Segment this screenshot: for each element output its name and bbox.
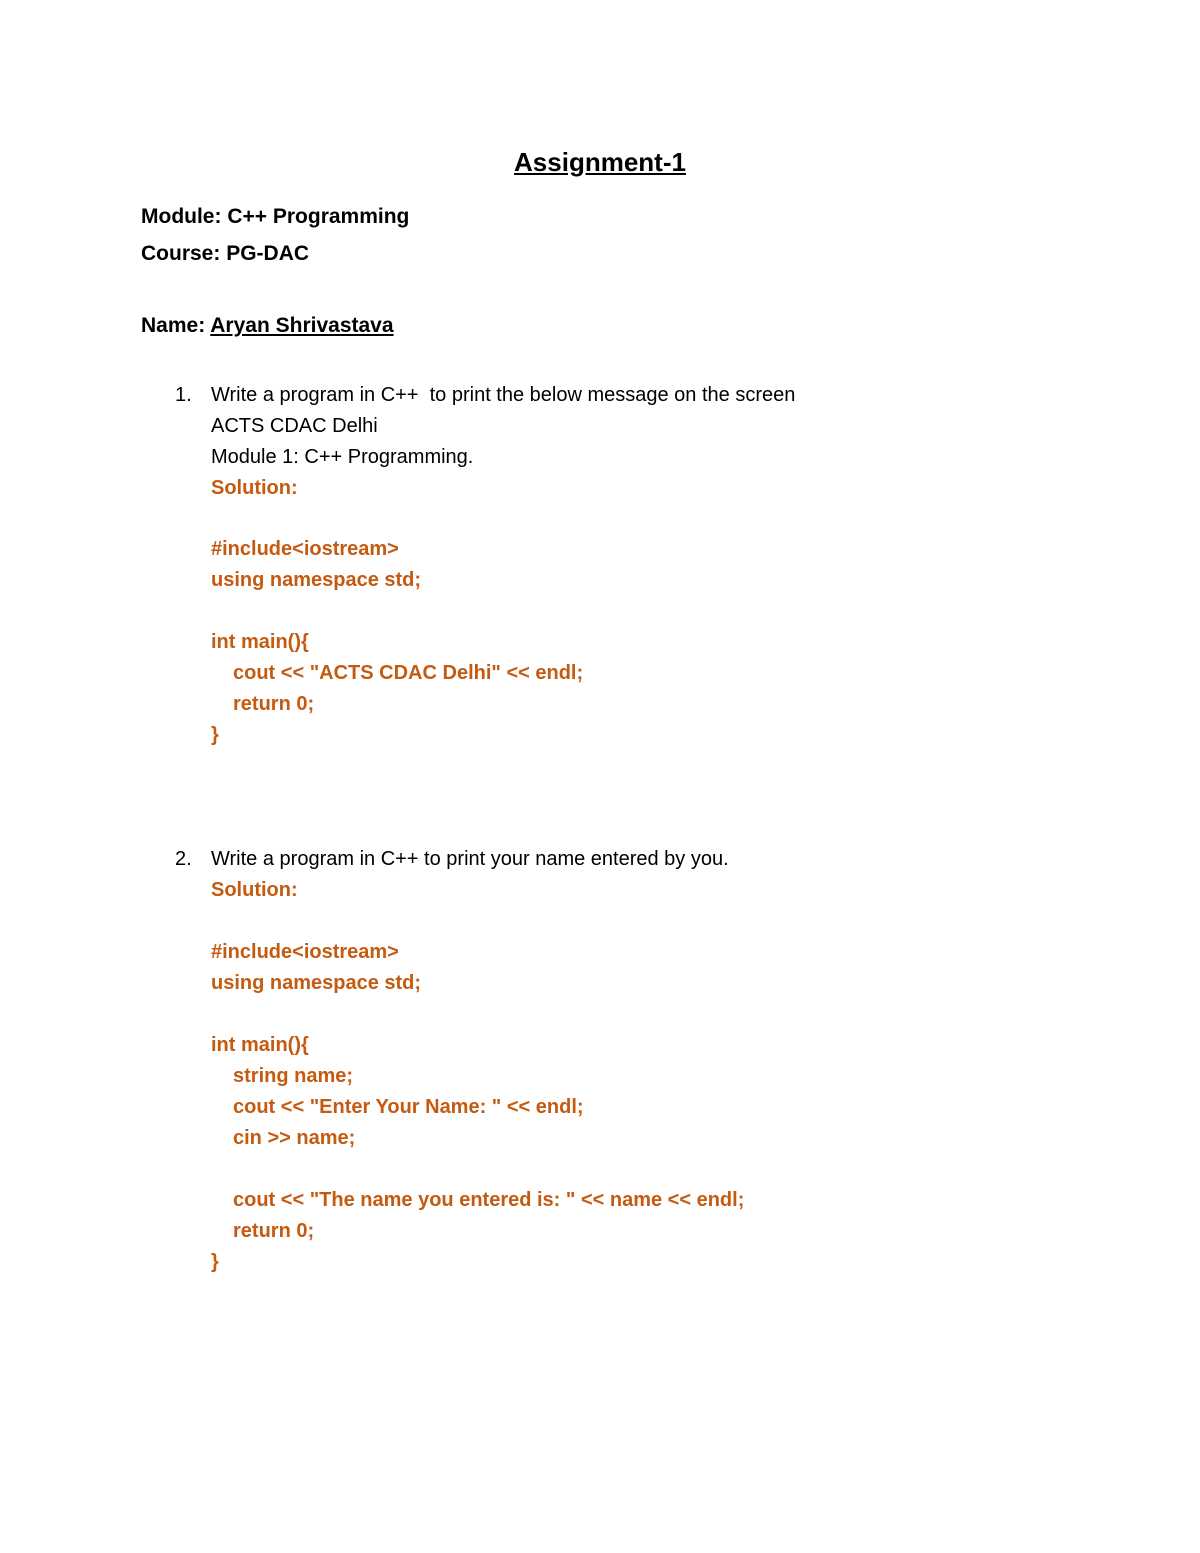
code-line: cout << "Enter Your Name: " << endl; (233, 1096, 584, 1118)
name-line (141, 311, 394, 341)
module-value: C++ Programming (227, 205, 410, 228)
code-line: cin >> name; (233, 1127, 356, 1149)
question-1-line-3: Module 1: C++ Programming. (211, 446, 474, 468)
code-line: } (211, 1251, 219, 1273)
code-line: using namespace std; (211, 972, 422, 994)
name-value: Aryan Shrivastava (210, 314, 394, 337)
code-line: int main(){ (211, 631, 309, 653)
question-2-number: 2. (175, 848, 192, 870)
question-1-number: 1. (175, 384, 192, 406)
code-line: string name; (233, 1065, 354, 1087)
question-1-prompt: Write a program in C++ to print the below message on the screen (211, 384, 796, 406)
code-line: return 0; (233, 693, 315, 715)
course-label: Course: (141, 242, 221, 265)
code-line: return 0; (233, 1220, 315, 1242)
question-2-solution-label: Solution: (211, 879, 298, 901)
code-line: #include<iostream> (211, 941, 399, 963)
course-line (141, 239, 309, 269)
name-label: Name: (141, 314, 206, 337)
page-title: Assignment-1 (514, 147, 686, 177)
code-line: } (211, 724, 219, 746)
module-line (141, 202, 409, 232)
course-value: PG-DAC (226, 242, 310, 265)
question-2-prompt: Write a program in C++ to print your name entered by you. (211, 848, 729, 870)
question-1-line-2: ACTS CDAC Delhi (211, 415, 378, 437)
code-line: cout << "The name you entered is: " << name << endl; (233, 1189, 745, 1211)
code-line: cout << "ACTS CDAC Delhi" << endl; (233, 662, 584, 684)
module-label: Module: (141, 205, 222, 228)
question-1-solution-label: Solution: (211, 477, 298, 499)
code-line: using namespace std; (211, 569, 422, 591)
code-line: int main(){ (211, 1034, 309, 1056)
code-line: #include<iostream> (211, 538, 399, 560)
